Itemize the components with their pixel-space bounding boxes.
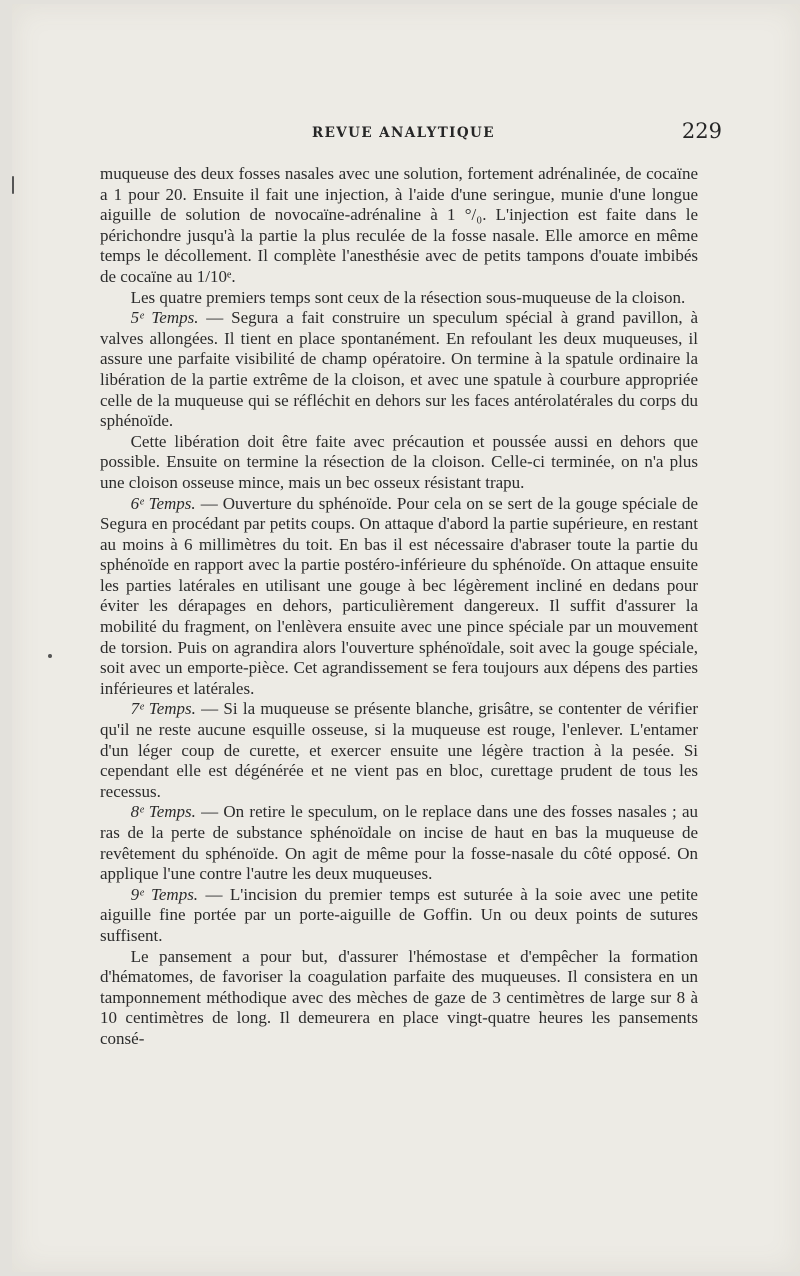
paragraph-8 — [100, 885, 698, 947]
paragraph-lead: 6ᵉ Temps. — [130, 493, 196, 513]
paragraph-1 — [100, 164, 698, 288]
paragraph-text: Les quatre premiers temps sont ceux de la résection sous-muqueuse de la cloison. — [130, 287, 686, 307]
paragraph-5 — [100, 494, 698, 700]
paragraph-lead: 7ᵉ Temps. — [130, 699, 196, 719]
paragraph-lead: 8ᵉ Temps. — [130, 802, 196, 822]
paragraph-text: muqueuse des deux fosses nasales avec une solution, fortement adrénalinée, de cocaïne a 1 pour 20. Ensuite il fait une injection, à l'aide d'une seringue, munie d'une longue aiguille de solution de novocaïne-adrénaline à 1 °/₀. L'injection est faite dans le périchondre jusqu'à la partie la plus reculée de la fosse nasale. Elle amorce en même temps le décollement. Il complète l'anesthésie avec de petits tampons d'ouate imbibés de cocaïne au 1/10ᵉ. — [100, 164, 698, 286]
paragraph-lead: 9ᵉ Temps. — [130, 884, 199, 904]
paragraph-text: — Si la muqueuse se présente blanche, grisâtre, se contenter de vérifier qu'il ne reste aucune esquille osseuse, si la muqueuse est rouge, l'enlever. L'entamer d'un léger coup de curette, et exercer ensuite une légère traction à la pesée. Si cependant elle est dégénérée et ne vient pas en bloc, curettage prudent de tous les recessus. — [100, 699, 699, 801]
paragraph-text: Le pansement a pour but, d'assurer l'hémostase et d'empêcher la formation d'hématomes, de favoriser la coagulation parfaite des muqueuses. Il consistera en un tamponnement méthodique avec des mèches de gaze de 3 centimètres de large sur 8 à 10 centimètres de long. Il demeurera en place vingt-quatre heures les pansements consé- — [100, 946, 698, 1048]
paragraph-text: — L'incision du premier temps est suturée à la soie avec une petite aiguille fine portée par un porte-aiguille de Goffin. Un ou deux points de sutures suffisent. — [100, 884, 698, 945]
document-page — [12, 4, 800, 1272]
paragraph-text: Cette libération doit être faite avec précaution et poussée aussi en dehors que possible. Ensuite on termine la résection de la cloison. Celle-ci terminée, on n'a plus une cloison osseuse mince, mais un bec osseux résistant trapu. — [100, 431, 698, 492]
margin-speck — [48, 654, 52, 658]
paragraph-text: — Segura a fait construire un speculum spécial à grand pavillon, à valves allongées. Il tient en place spontanément. En refoulant les deux muqueuses, il assure une parfaite visibilité de champ opératoire. On termine à la spatule ordinaire la libération de la partie extrême de la cloison, et avec une spatule à courbure appropriée celle de la muqueuse qui se réfléchit en dehors sur les faces antérolatérales du corps du sphénoïde. — [100, 308, 698, 431]
paragraph-9 — [100, 947, 698, 1050]
margin-speck — [12, 176, 14, 194]
paragraph-lead: 5ᵉ Temps. — [130, 308, 199, 328]
paragraph-2 — [100, 288, 698, 309]
paragraph-text: — On retire le speculum, on le replace dans une des fosses nasales ; au ras de la perte de substance sphénoïdale on incise de haut en bas la muqueuse de revêtement du sphénoïde. On agit de même pour la fosse-nasale du côté opposé. On applique l'une contre l'autre les deux muqueuses. — [100, 802, 698, 884]
paragraph-6 — [100, 699, 698, 802]
paragraph-4 — [100, 432, 698, 494]
paragraph-text: — Ouverture du sphénoïde. Pour cela on se sert de la gouge spéciale de Segura en procédant par petits coups. On attaque d'abord la partie supérieure, en restant au moins à 6 millimètres du toit. En bas il est nécessaire d'abraser toute la partie du sphénoïde en rapport avec la partie postéro-inférieure du sphénoïde. On attaque ensuite les parties latérales en utilisant une gouge à bec légèrement incliné en dedans pour éviter les dérapages en dehors, particulièrement dangereux. Il suffit d'assurer la mobilité du fragment, on l'enlèvera ensuite avec une pince spéciale par un mouvement de torsion. Puis on agrandira alors l'ouverture sphénoïdale, soit avec la gouge spéciale, soit avec un emporte-pièce. Cet agrandissement se fera toujours aux dépens des parties inférieures et latérales. — [100, 493, 698, 698]
paragraph-7 — [100, 802, 698, 884]
paragraph-3 — [100, 308, 698, 432]
page-number: 229 — [681, 119, 722, 143]
page-header — [312, 119, 722, 146]
running-title: REVUE ANALYTIQUE — [312, 125, 495, 141]
article-body — [100, 164, 698, 1050]
